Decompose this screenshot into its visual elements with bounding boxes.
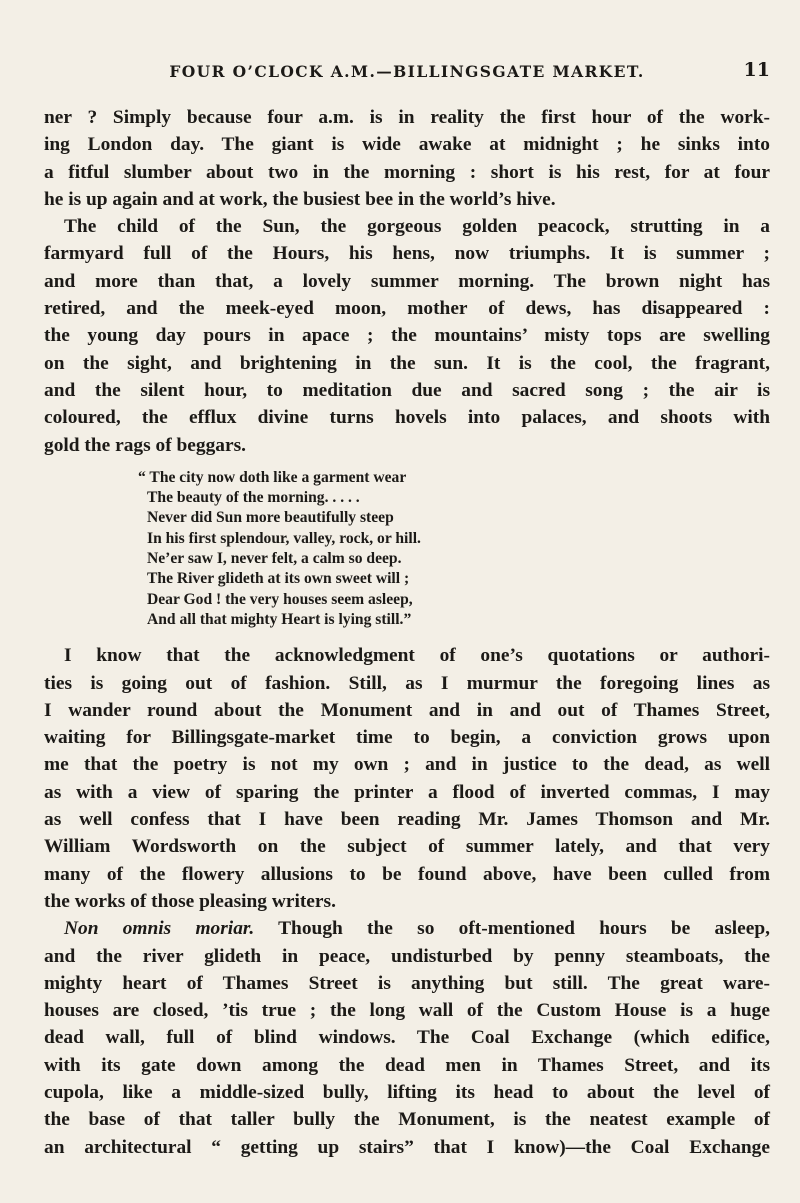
poem-quotation xyxy=(44,468,770,630)
text-line: William Wordsworth on the subject of summer lately, and that very xyxy=(44,836,770,858)
text-line: me that the poetry is not my own ; and in justice to the dead, as well xyxy=(44,754,770,776)
paragraph-non-omnis xyxy=(44,915,770,1161)
text-line: cupola, like a middle-sized bully, lifting its head to about the level of xyxy=(44,1081,770,1103)
paragraph-continued xyxy=(44,104,770,213)
text-line: with its gate down among the dead men in Thames Street, and its xyxy=(44,1054,770,1076)
poem-line: “ The city now doth like a garment wear xyxy=(138,468,407,486)
running-head xyxy=(44,58,770,82)
text-line: the base of that taller bully the Monument, is the neatest example of xyxy=(44,1109,770,1131)
poem-line: In his first splendour, valley, rock, or hill. xyxy=(147,529,421,547)
text-line: he is up again and at work, the busiest bee in the world’s hive. xyxy=(44,188,556,210)
paragraph-acknowledgment xyxy=(44,642,770,915)
text-line: a fitful slumber about two in the morning : short is his rest, for at four xyxy=(44,161,770,183)
poem-line: Never did Sun more beautifully steep xyxy=(147,509,394,527)
text-line: ties is going out of fashion. Still, as I murmur the foregoing lines as xyxy=(44,672,770,694)
text-line: and the river glideth in peace, undisturbed by penny steamboats, the xyxy=(44,945,770,967)
text-line: I wander round about the Monument and in and out of Thames Street, xyxy=(44,699,770,721)
running-title: FOUR O’CLOCK A.M.—BILLINGSGATE MARKET. xyxy=(169,62,645,81)
text-line: as well confess that I have been reading Mr. James Thomson and Mr. xyxy=(44,809,770,831)
text-line: dead wall, full of blind windows. The Coal Exchange (which edifice, xyxy=(44,1027,770,1049)
text-line: ner ? Simply because four a.m. is in reality the first hour of the work- xyxy=(44,107,770,128)
text-line: The child of the Sun, the gorgeous golden peacock, strutting in a xyxy=(64,216,770,238)
text-line: an architectural “ getting up stairs” that I know)—the Coal Exchange xyxy=(44,1136,770,1158)
text-line: retired, and the meek-eyed moon, mother of dews, has disappeared : xyxy=(44,298,770,320)
text-fragment: Though the so oft-mentioned hours be asleep, xyxy=(254,918,770,940)
poem-line: And all that mighty Heart is lying still.” xyxy=(147,610,412,628)
text-line: mighty heart of Thames Street is anything but still. The great ware- xyxy=(44,972,770,994)
poem-line: The beauty of the morning. . . . . xyxy=(147,489,360,507)
text-line: on the sight, and brightening in the sun. It is the cool, the fragrant, xyxy=(44,352,770,374)
text-line: the works of those pleasing writers. xyxy=(44,890,336,912)
text-line: and more than that, a lovely summer morning. The brown night has xyxy=(44,270,770,292)
text-line: gold the rags of beggars. xyxy=(44,434,246,456)
page-number: 11 xyxy=(743,59,770,81)
text-line: many of the flowery allusions to be found above, have been culled from xyxy=(44,863,770,885)
text-line: I know that the acknowledgment of one’s quotations or authori- xyxy=(64,645,770,667)
poem-line: Ne’er saw I, never felt, a calm so deep. xyxy=(147,550,402,568)
text-line: the young day pours in apace ; the mountains’ misty tops are swelling xyxy=(44,325,770,347)
text-line xyxy=(44,915,770,942)
text-line: ing London day. The giant is wide awake at midnight ; he sinks into xyxy=(44,134,770,156)
paragraph-peacock xyxy=(44,213,770,459)
text-line: coloured, the efflux divine turns hovels into palaces, and shoots with xyxy=(44,407,770,429)
body-text xyxy=(44,104,770,1161)
latin-phrase: Non omnis moriar. xyxy=(64,918,255,940)
text-line: houses are closed, ’tis true ; the long wall of the Custom House is a huge xyxy=(44,1000,770,1022)
text-line: waiting for Billingsgate-market time to begin, a conviction grows upon xyxy=(44,727,770,749)
text-line: and the silent hour, to meditation due and sacred song ; the air is xyxy=(44,379,770,401)
poem-line: The River glideth at its own sweet will ; xyxy=(147,570,410,588)
text-line: as with a view of sparing the printer a flood of inverted commas, I may xyxy=(44,781,770,803)
poem-line: Dear God ! the very houses seem asleep, xyxy=(147,590,413,608)
text-line: farmyard full of the Hours, his hens, now triumphs. It is summer ; xyxy=(44,243,770,265)
